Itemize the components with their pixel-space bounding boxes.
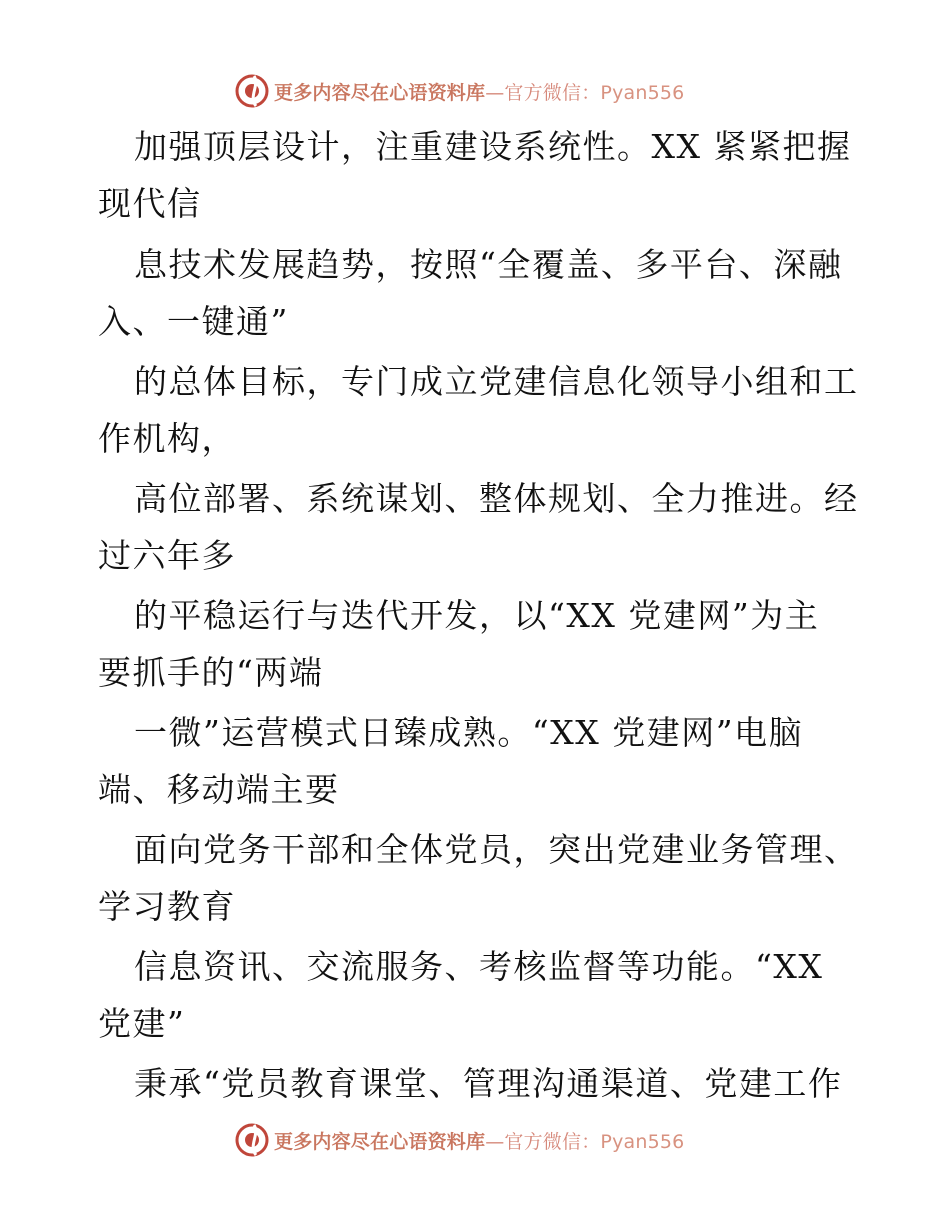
watermark-separator: — <box>485 1130 505 1153</box>
watermark-wechat-label: 官方微信： <box>504 81 601 104</box>
text-line: 的平稳运行与迭代开发，以“XX 党建网”为主 <box>134 596 820 635</box>
text-line: 现代信 <box>98 184 202 223</box>
watermark-wechat-id: Pyan556 <box>600 81 685 104</box>
text-line: 息技术发展趋势，按照“全覆盖、多平台、深融 <box>134 245 843 284</box>
text-line: 一微”运营模式日臻成熟。“XX 党建网”电脑 <box>134 713 804 752</box>
watermark-text: 更多内容尽在心语资料库 <box>274 1130 486 1153</box>
text-line: 要抓手的“两端 <box>98 653 324 692</box>
watermark-wechat-label: 官方微信： <box>504 1130 601 1153</box>
watermark-separator: — <box>485 81 505 104</box>
text-line: 信息资讯、交流服务、考核监督等功能。“XX <box>134 947 824 986</box>
text-line: 的总体目标，专门成立党建信息化领导小组和工 <box>134 362 859 401</box>
text-line: 学习教育 <box>98 887 236 926</box>
brand-logo-icon <box>234 1122 270 1158</box>
text-line: 作机构， <box>98 419 236 458</box>
text-line: 秉承“党员教育课堂、管理沟通渠道、党建工作 <box>134 1064 843 1103</box>
text-line: 端、移动端主要 <box>98 770 340 809</box>
text-line: 高位部署、系统谋划、整体规划、全力推进。经 <box>134 479 859 518</box>
footer-watermark <box>0 1120 950 1160</box>
watermark-text: 更多内容尽在心语资料库 <box>274 81 486 104</box>
text-line: 加强顶层设计，注重建设系统性。XX 紧紧把握 <box>134 127 852 166</box>
text-line: 面向党务干部和全体党员，突出党建业务管理、 <box>134 830 859 869</box>
text-line: 过六年多 <box>98 536 236 575</box>
header-watermark <box>0 71 950 111</box>
text-line: 党建” <box>98 1004 186 1043</box>
brand-logo-icon <box>234 73 270 109</box>
watermark-wechat-id: Pyan556 <box>600 1130 685 1153</box>
text-line: 入、一键通” <box>98 302 289 341</box>
